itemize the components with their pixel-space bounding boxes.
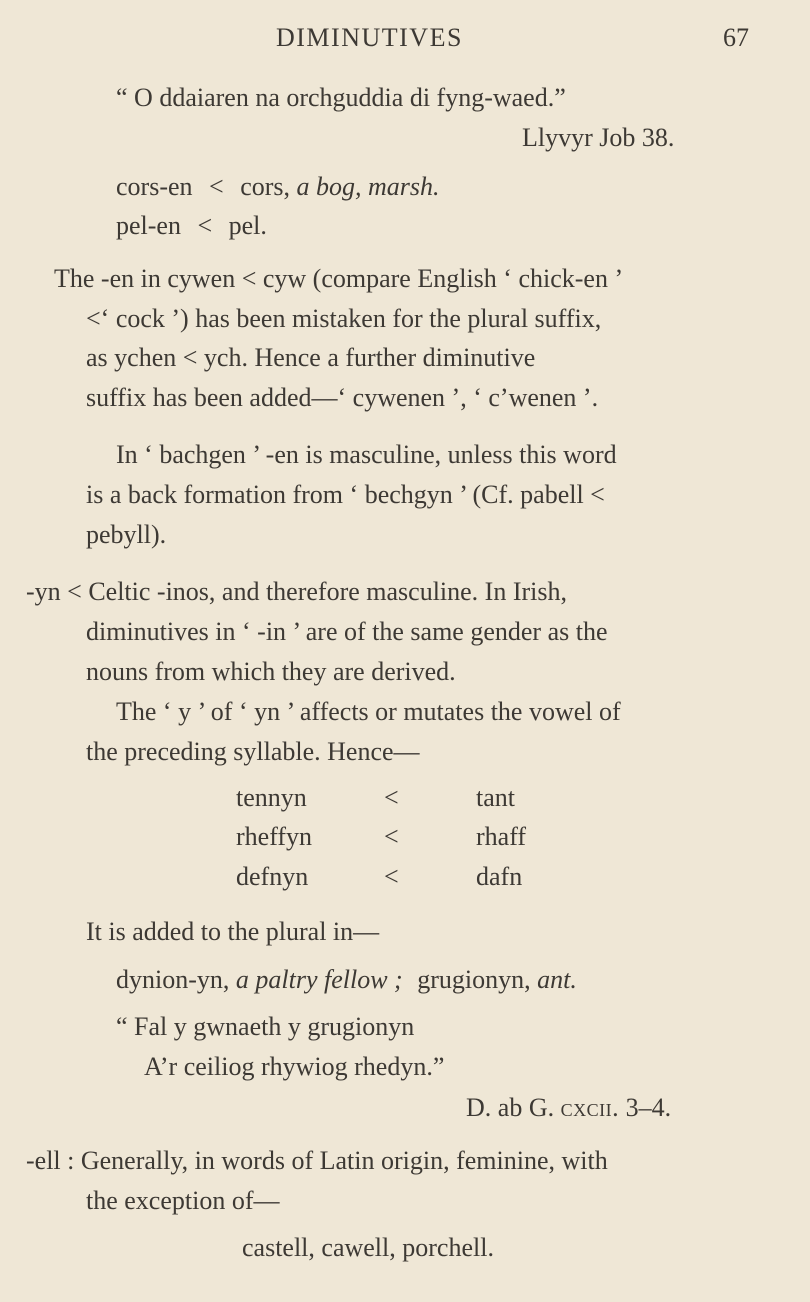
paragraph-line: the preceding syllable. Hence—: [86, 737, 420, 766]
table-symbol: <: [384, 822, 399, 851]
quote-line: “ O ddaiaren na orchguddia di fyng-waed.”: [116, 83, 566, 112]
example-word: pel-en: [116, 211, 181, 240]
table-derived: tennyn: [236, 783, 307, 812]
paragraph-line: nouns from which they are derived.: [86, 657, 456, 686]
paragraph-line: <‘ cock ’) has been mistaken for the plural suffix,: [86, 304, 602, 333]
less-than-sign: <: [197, 211, 213, 240]
example-pel-en: [116, 210, 267, 242]
example-gloss: a bog, marsh.: [296, 172, 440, 201]
table-symbol: <: [384, 783, 399, 812]
table-root: tant: [476, 783, 515, 812]
quote-source: [466, 1092, 671, 1124]
source-lines: 3–4.: [625, 1093, 672, 1122]
paragraph-line: The ‘ y ’ of ‘ yn ’ affects or mutates the vowel of: [116, 697, 621, 726]
example-word: grugionyn,: [417, 965, 531, 994]
running-head: DIMINUTIVES: [276, 23, 463, 52]
quote-source: Llyvyr Job 38.: [522, 123, 675, 152]
source-author: D. ab G.: [466, 1093, 555, 1122]
table-root: dafn: [476, 862, 523, 891]
paragraph-line: -ell : Generally, in words of Latin origin, feminine, with: [26, 1146, 608, 1175]
less-than-sign: <: [209, 172, 224, 201]
plural-examples: [116, 964, 577, 996]
paragraph-line: pebyll).: [86, 520, 167, 549]
table-root: rhaff: [476, 822, 527, 851]
table-derived: rheffyn: [236, 822, 313, 851]
example-root: cors,: [240, 172, 291, 201]
paragraph-line: The -en in cywen < cyw (compare English ‘ chick-en ’: [54, 264, 624, 293]
paragraph-line: In ‘ bachgen ’ -en is masculine, unless this word: [116, 440, 617, 469]
example-word: dynion-yn,: [116, 965, 230, 994]
table-derived: defnyn: [236, 862, 309, 891]
paragraph-line: suffix has been added—‘ cywenen ’, ‘ c’wenen ’.: [86, 383, 599, 412]
example-root: pel.: [228, 211, 267, 240]
example-cors-en: [116, 171, 440, 203]
example-gloss: ant.: [537, 965, 577, 994]
paragraph-line: the exception of—: [86, 1186, 280, 1215]
example-word: cors-en: [116, 172, 193, 201]
example-list: castell, cawell, porchell.: [242, 1233, 494, 1262]
paragraph-line: is a back formation from ‘ bechgyn ’ (Cf. pabell <: [86, 480, 605, 509]
page-number: 67: [723, 23, 749, 52]
paragraph-line: as ychen < ych. Hence a further diminutive: [86, 343, 536, 372]
paragraph-line: It is added to the plural in—: [86, 917, 380, 946]
quote-line: A’r ceiliog rhywiog rhedyn.”: [144, 1052, 445, 1081]
paragraph-line: -yn < Celtic -inos, and therefore masculine. In Irish,: [26, 577, 567, 606]
example-gloss: a paltry fellow ;: [235, 965, 403, 994]
table-symbol: <: [384, 862, 399, 891]
source-roman-numeral: cxcii.: [560, 1093, 620, 1122]
paragraph-line: diminutives in ‘ -in ’ are of the same gender as the: [86, 617, 608, 646]
quote-line: “ Fal y gwnaeth y grugionyn: [116, 1012, 415, 1041]
